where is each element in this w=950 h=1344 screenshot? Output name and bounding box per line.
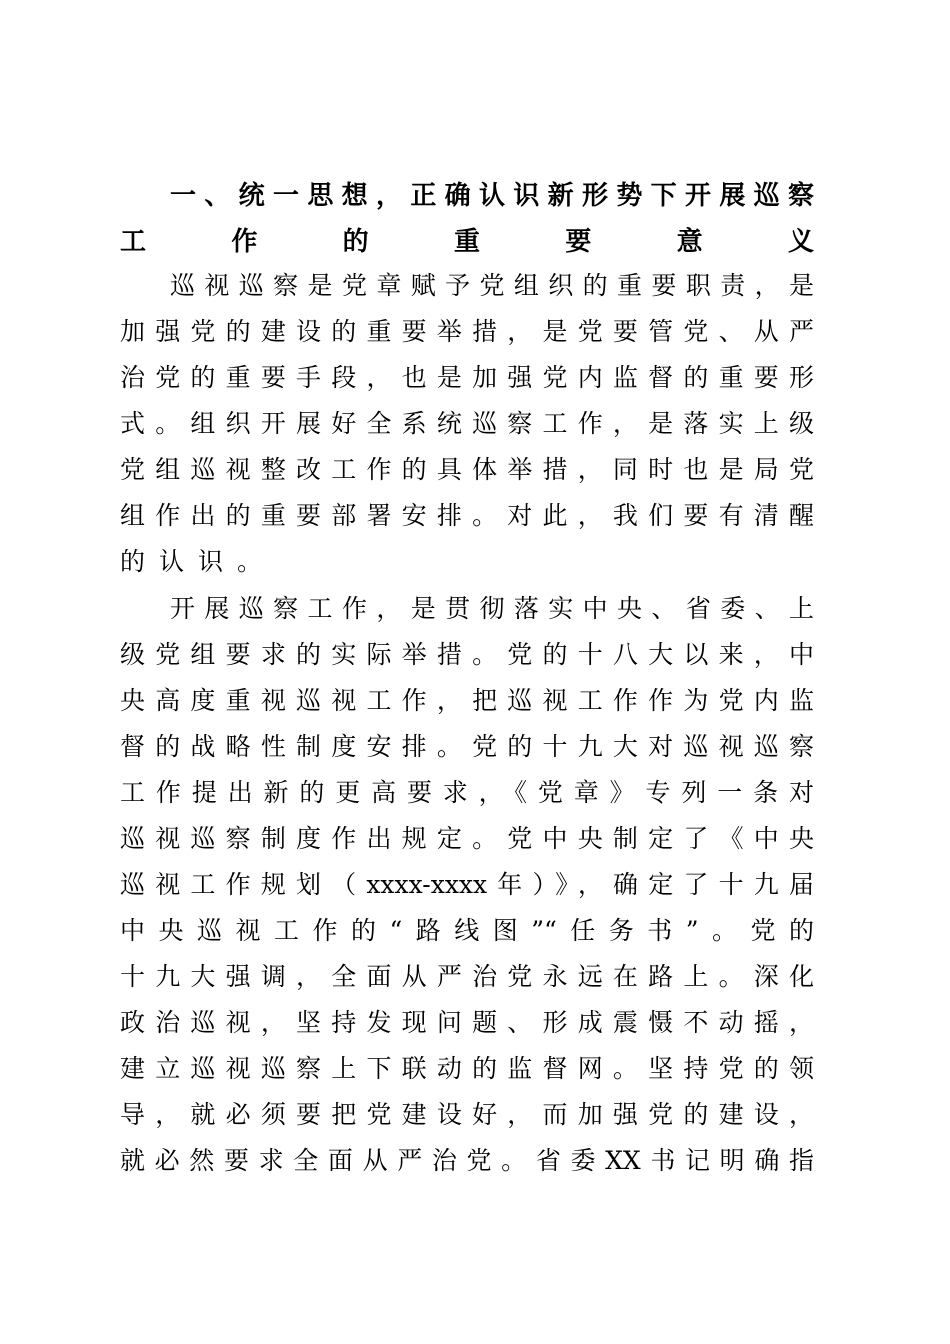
text-line: 开展巡察工作，是贯彻落实中央、省委、上	[170, 594, 814, 623]
text-line: 十九大强调，全面从严治党永远在路上。深化	[120, 962, 814, 991]
text-line: 治党的重要手段，也是加强党内监督的重要形	[120, 363, 814, 392]
text-line: 组作出的重要部署安排。对此，我们要有清醒	[120, 501, 814, 530]
heading-line: 工作的重要意义	[120, 227, 814, 257]
text-line: 党组巡视整改工作的具体举措，同时也是局党	[120, 455, 814, 484]
text-line: 就必然要求全面从严治党。省委XX书记明确指	[120, 1146, 814, 1175]
heading-line: 一、统一思想，正确认识新形势下开展巡察	[170, 181, 814, 211]
text-line: 巡视工作规划（xxxx-xxxx年）》，确定了十九届	[120, 870, 814, 899]
text-line: 级党组要求的实际举措。党的十八大以来，中	[120, 640, 814, 669]
text-line: 的认识。	[120, 547, 277, 576]
text-line: 工作提出新的更高要求，《党章》专列一条对	[120, 778, 814, 807]
text-line: 央高度重视巡视工作，把巡视工作作为党内监	[120, 686, 814, 715]
text-line: 建立巡视巡察上下联动的监督网。坚持党的领	[120, 1054, 814, 1083]
text-line: 式。组织开展好全系统巡察工作，是落实上级	[120, 409, 814, 438]
text-line: 巡视巡察制度作出规定。党中央制定了《中央	[120, 824, 814, 853]
text-line: 督的战略性制度安排。党的十九大对巡视巡察	[120, 732, 814, 761]
text-line: 加强党的建设的重要举措，是党要管党、从严	[120, 317, 814, 346]
text-line: 导，就必须要把党建设好，而加强党的建设，	[120, 1100, 814, 1129]
text-line: 政治巡视，坚持发现问题、形成震慑不动摇，	[120, 1008, 814, 1037]
text-line: 中央巡视工作的“路线图”“任务书”。党的	[120, 916, 814, 945]
text-line: 巡视巡察是党章赋予党组织的重要职责，是	[170, 271, 814, 300]
